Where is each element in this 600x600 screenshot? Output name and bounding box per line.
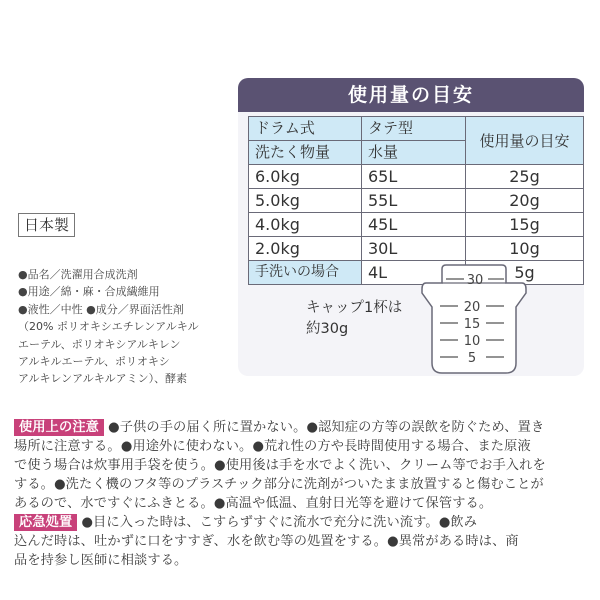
cell-laundry: 2.0kg [249,237,362,261]
header-amount: 使用量の目安 [466,117,584,165]
info-line: ●用途／綿・麻・合成繊維用 [18,285,160,299]
cap-mark: 10 [463,334,481,349]
caution-line: あるので、水ですぐにふきとる。●高温や低温、直射日光等を避けて保管する。 [14,496,493,511]
cautions-section [14,418,588,570]
cell-amount: 15g [466,213,584,237]
caution-text: ●子供の手の届く所に置かない。●認知症の方等の誤飲を防ぐため、置き [108,420,545,435]
cell-laundry: 5.0kg [249,189,362,213]
cap-mark: 30 [466,273,484,288]
table-row [249,237,584,261]
emergency-text: ●目に入った時は、こすらずすぐに流水で充分に洗い流す。●飲み [81,515,478,530]
emergency-line: 品を持参し医師に相談する。 [14,553,188,568]
cell-hand-wash: 手洗いの場合 [249,261,362,285]
cell-laundry: 4.0kg [249,213,362,237]
dosage-table [248,116,584,285]
first-aid-badge: 応急処置 [14,514,77,531]
table-header-row [249,117,584,141]
cap-note-line: 約30g [306,321,349,337]
emergency-line [14,513,588,532]
emergency-line: 込んだ時は、吐かずに口をすすぎ、水を飲む等の処置をする。●異常がある時は、商 [14,534,519,549]
cell-amount: 25g [466,165,584,189]
cap-note [306,298,402,340]
header-drum: ドラム式 [249,117,362,141]
caution-line [14,418,588,437]
cell-amount: 20g [466,189,584,213]
cell-amount: 5g [466,261,584,285]
caution-line: 場所に注意する。●用途外に使わない。●荒れ性の方や長時間使用する場合、また原液 [14,439,531,454]
info-line: アルキルエーテル、ポリオキシ [18,355,170,369]
panel-title: 使用量の目安 [238,78,584,112]
header-vertical: タテ型 [362,117,466,141]
cap-mark: 20 [463,300,481,315]
cap-mark: 15 [463,317,481,332]
table-row [249,213,584,237]
made-in-japan-label: 日本製 [18,213,75,237]
info-line: エーテル、ポリオキシアルキレン [18,337,181,351]
cell-water: 30L [362,237,466,261]
cell-amount: 10g [466,237,584,261]
info-line: アルキレンアルキルアミン）、酵素 [18,372,188,386]
measuring-cap-icon [420,263,528,375]
header-laundry: 洗たく物量 [249,141,362,165]
usage-caution-badge: 使用上の注意 [14,419,104,436]
dosage-panel [238,78,584,376]
cap-mark: 5 [467,351,477,366]
table-row [249,261,584,285]
header-water: 水量 [362,141,466,165]
info-line: ●液性／中性 ●成分／界面活性剤 [18,302,184,316]
info-line: （20% ポリオキシエチレンアルキル [18,320,199,334]
table-row [249,189,584,213]
cell-water: 65L [362,165,466,189]
info-line: ●品名／洗濯用合成洗剤 [18,268,138,281]
table-row [249,165,584,189]
caution-line: で使う場合は炊事用手袋を使う。●使用後は手を水でよく洗い、クリーム等でお手入れを [14,458,546,473]
caution-line: する。●洗たく機のフタ等のプラスチック部分に洗剤がついたまま放置すると傷むことが [14,477,544,492]
cell-water: 55L [362,189,466,213]
product-info [18,266,233,388]
cell-water: 45L [362,213,466,237]
cap-note-line: キャップ1杯は [306,300,403,316]
cell-laundry: 6.0kg [249,165,362,189]
cell-water: 4L [362,261,466,285]
